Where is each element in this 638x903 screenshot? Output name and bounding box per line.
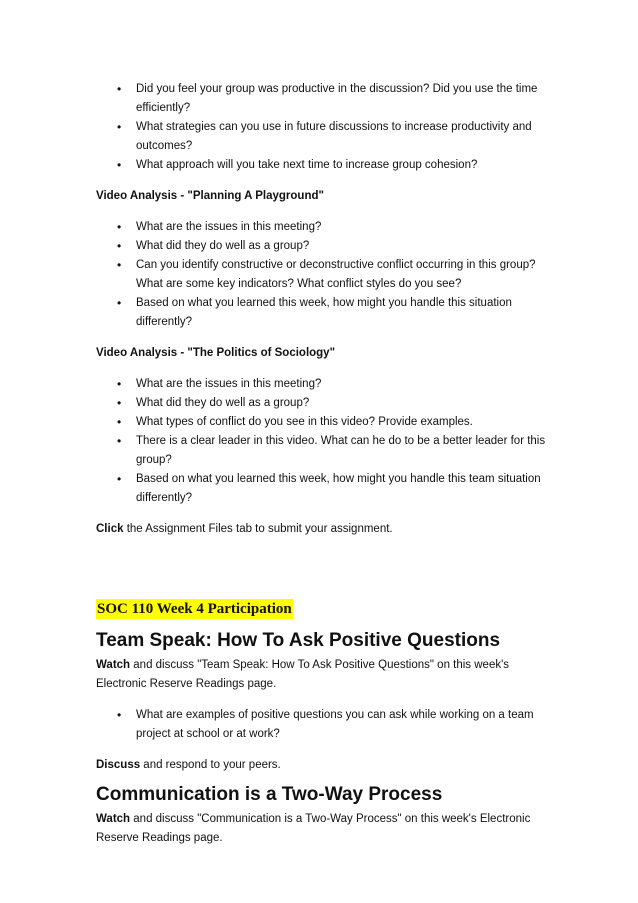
bullet-icon: • [117, 377, 122, 391]
section-title-row [96, 599, 546, 620]
video1-heading: Video Analysis - "Planning A Playground" [96, 190, 324, 202]
section1-watch-text: Watch and discuss "Team Speak: How To Ask Positive Questions" on this week's Electronic Reserve Readings page. [96, 659, 510, 690]
bullet-icon: • [117, 258, 122, 272]
bullet-icon: • [117, 396, 122, 410]
section1-discuss-text: Discuss and respond to your peers. [96, 759, 281, 771]
bullet-icon: • [117, 434, 122, 448]
list-item: • What are examples of positive questions you can ask while working on a team project at school or at work? [117, 708, 534, 740]
list-item: • What types of conflict do you see in this video? Provide examples. [96, 413, 546, 432]
bullet-icon: • [117, 120, 122, 134]
list-item: • Did you feel your group was productive in the discussion? Did you use the time efficiently? [117, 82, 538, 114]
bullet-icon: • [117, 82, 122, 96]
list-item: • Based on what you learned this week, how might you handle this situation differently? [117, 296, 512, 328]
video1-bullet-list [96, 218, 546, 332]
bullet-icon: • [117, 472, 122, 486]
list-item: • What approach will you take next time to increase group cohesion? [96, 156, 546, 175]
video2-bullet-list [96, 375, 546, 508]
bullet-icon: • [117, 708, 122, 722]
section2-heading: Communication is a Two-Way Process [96, 784, 443, 805]
section1-heading: Team Speak: How To Ask Positive Questions [96, 630, 501, 651]
section2-watch-text: Watch and discuss "Communication is a Two-Way Process" on this week's Electronic Reserve Readings page. [96, 813, 531, 844]
list-item: • What are the issues in this meeting? [96, 375, 546, 394]
document-content [96, 80, 546, 848]
bullet-icon: • [117, 158, 122, 172]
list-item: • What did they do well as a group? [96, 237, 546, 256]
list-item: • What strategies can you use in future discussions to increase productivity and outcomes? [117, 120, 532, 152]
list-item: • What did they do well as a group? [96, 394, 546, 413]
bullet-icon: • [117, 239, 122, 253]
bullet-icon: • [117, 220, 122, 234]
bullet-icon: • [117, 296, 122, 310]
list-item: • There is a clear leader in this video. What can he do to be a better leader for this group? [117, 434, 546, 466]
list-item: • Based on what you learned this week, how might you handle this team situation differently? [117, 472, 541, 504]
highlighted-course-title: SOC 110 Week 4 Participation [97, 601, 292, 617]
list-item: • Can you identify constructive or deconstructive conflict occurring in this group? What are some key indicators? What conflict styles do you see? [117, 258, 536, 290]
bullet-icon: • [117, 415, 122, 429]
video2-heading: Video Analysis - "The Politics of Sociology" [96, 347, 336, 359]
intro-bullet-list [96, 80, 546, 175]
submit-instruction: Click the Assignment Files tab to submit your assignment. [96, 523, 393, 535]
section1-bullet-list [96, 706, 546, 744]
list-item: • What are the issues in this meeting? [96, 218, 546, 237]
